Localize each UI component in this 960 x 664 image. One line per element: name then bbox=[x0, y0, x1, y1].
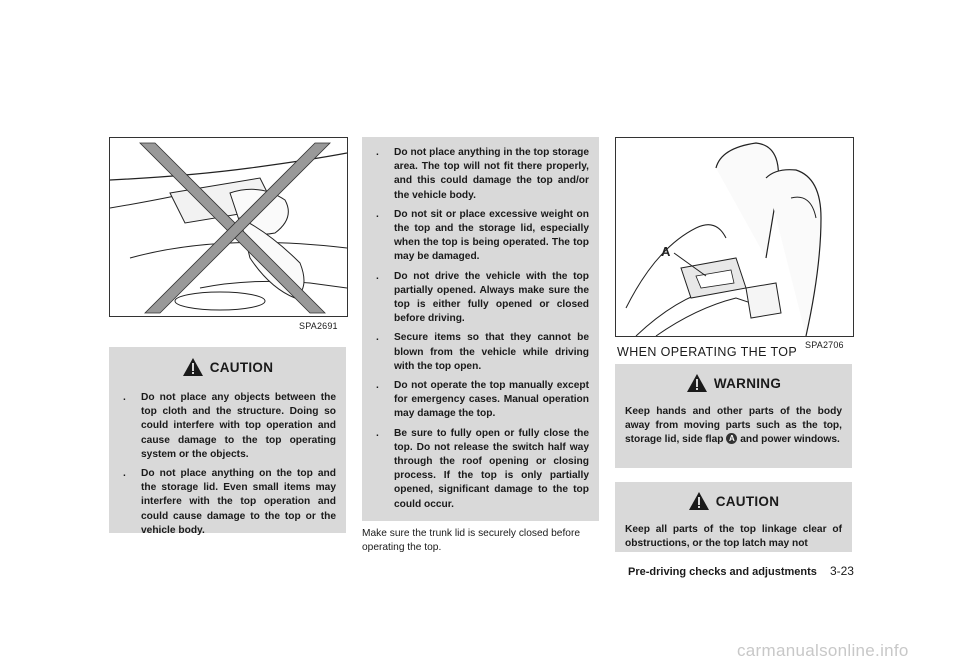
warning-heading bbox=[615, 373, 852, 393]
caution-heading-text: CAUTION bbox=[209, 359, 274, 375]
caution-heading-left bbox=[109, 357, 346, 377]
warning-triangle-icon bbox=[686, 373, 708, 393]
warning-box bbox=[615, 364, 852, 468]
list-item: . Do not place anything on the top and the storage lid. Even small items may interfere with the top operation and could cause damage to the top or the vehicle body. bbox=[123, 468, 336, 536]
figure-storage-lid-diagram bbox=[615, 137, 854, 337]
list-item: . Do not sit or place excessive weight on the top and the storage lid, especially when the top is being operated. The top may be damaged. bbox=[376, 208, 589, 263]
page-footer bbox=[628, 564, 854, 578]
watermark: carmanualsonline.info bbox=[737, 641, 909, 660]
caution-heading-text: CAUTION bbox=[715, 493, 780, 509]
callout-a-marker: A bbox=[726, 433, 737, 444]
figure-id-right: SPA2706 bbox=[805, 340, 844, 350]
caution-list-left bbox=[117, 391, 336, 538]
caution-heading-right bbox=[615, 491, 852, 511]
warning-triangle-icon bbox=[182, 357, 204, 377]
caution-box-right bbox=[615, 482, 852, 552]
section-heading: WHEN OPERATING THE TOP bbox=[617, 345, 798, 359]
list-item: . Do not place anything in the top storage area. The top will not fit there properly, and this could damage the top and/or the vehicle body. bbox=[376, 147, 589, 201]
caution-text-right: Keep all parts of the top linkage clear of obstructions, or the top latch may not bbox=[625, 524, 842, 550]
warning-text: Keep hands and other parts of the body away from moving parts such as the top, storage lid, side flap A and power windows. bbox=[625, 406, 842, 446]
roof-hands-illustration bbox=[110, 138, 347, 316]
seat-storage-illustration bbox=[616, 138, 853, 336]
footer-section-title: Pre-driving checks and adjustments bbox=[628, 566, 817, 578]
list-item: . Secure items so that they cannot be blown from the vehicle while driving with the top open. bbox=[376, 332, 589, 372]
list-item: . Be sure to fully open or fully close the top. Do not release the switch half way through the roof opening or closing process. If the top is only partially opened, significant damage to the top could occur. bbox=[376, 427, 589, 510]
caution-list-middle bbox=[370, 146, 589, 512]
callout-a-label: A bbox=[661, 244, 671, 259]
trunk-lid-note: Make sure the trunk lid is securely closed before operating the top. bbox=[362, 528, 581, 554]
figure-no-objects-diagram bbox=[109, 137, 348, 317]
warning-heading-text: WARNING bbox=[713, 375, 782, 391]
figure-id-left: SPA2691 bbox=[299, 321, 338, 331]
list-item: . Do not place any objects between the top cloth and the structure. Doing so could interfere with top operation and cause damage to the top operating system or the objects. bbox=[123, 392, 336, 460]
warning-triangle-icon bbox=[688, 491, 710, 511]
caution-continuation-box bbox=[362, 137, 599, 521]
caution-box-left bbox=[109, 347, 346, 536]
list-item: . Do not operate the top manually except for emergency cases. Manual operation may damage the top. bbox=[376, 380, 589, 420]
page-number: 3-23 bbox=[829, 564, 854, 578]
list-item: . Do not drive the vehicle with the top partially opened. Always make sure the top is either fully opened or closed before driving. bbox=[376, 270, 589, 325]
